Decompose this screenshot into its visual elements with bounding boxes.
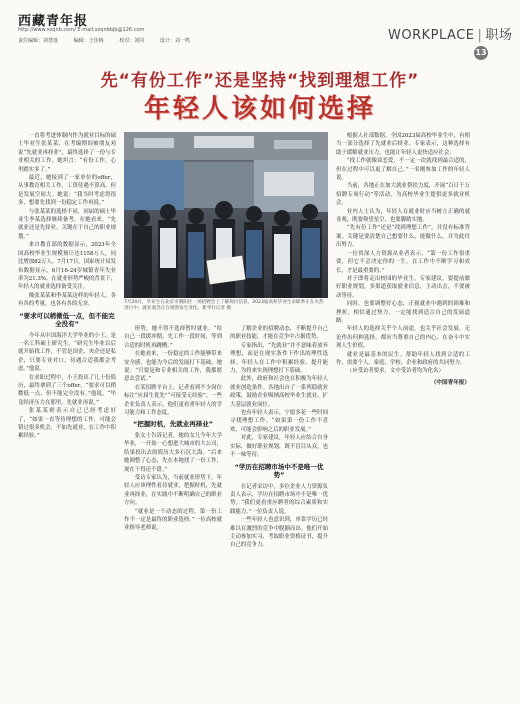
paragraph: 同时，也要调整好心态，正视就业中遇到的困难和挫折，相信通过努力，一定能找到适合自己的发展道路。 bbox=[336, 301, 470, 324]
section-label-en: WORKPLACE bbox=[388, 28, 475, 43]
paragraph: 张女士告诉记者，她的女儿今年大学毕业，一开始一心想进大城市的大公司，结果投出去的简历大多石沉大海。“后来她调整了心态，先在本地找了一份工作，现在干得还不错。” bbox=[124, 432, 222, 473]
paragraph: 受访专家认为，当前就业形势下，年轻人应该理性看待就业，把握时机，先就业再择业，在实践中不断明确自己的职业方向。 bbox=[124, 475, 222, 507]
paragraph: 张某某则表示自己已经考虑好了，“如果一直等待理想的工作，可能会错过很多机会，不如先就业，在工作中积累经验。” bbox=[18, 408, 116, 440]
news-photo bbox=[124, 132, 328, 298]
headline-kicker: 先“有份工作”还是坚持“找到理想工作” bbox=[100, 71, 420, 91]
editor-meta bbox=[18, 37, 204, 44]
paragraph: “先有份工作”还是“找到理想工作”，并没有标准答案。关键是要清楚自己想要什么，能做什么，并为此付出努力。 bbox=[336, 225, 470, 249]
paragraph: 形势，她不得不选择暂时就业。“给自己一段缓冲期，先工作一段时间，等到合适的时机再跳槽。” bbox=[124, 326, 222, 349]
paper-name: 西藏青年报 bbox=[18, 14, 89, 29]
subheading: “把握时机，先就业再择业” bbox=[132, 420, 214, 429]
section-label-cn: 职场 bbox=[485, 28, 513, 43]
article-column-4 bbox=[336, 132, 470, 692]
paragraph: 今年从中国海洋大学毕业的小王，是一名工科硕士研究生。“研究生毕业以后就开始找工作，不管是国企、央企还是私企，只要专业对口、待遇合适我都会考虑。”他说。 bbox=[18, 332, 116, 373]
article-column-3 bbox=[230, 325, 328, 692]
headline-main: 年轻人该如何选择 bbox=[143, 94, 376, 124]
paragraph: 根据人社部数据，全国2023届高校毕业生中，有相当一部分选择了先就业后择业。专家表示，这种选择有助于缓解就业压力，也能让年轻人更快适应社会。 bbox=[336, 133, 470, 156]
photo-caption: 7月20日，毕业生在北京市朝阳区一场招聘会上了解岗位信息，2023届高校毕业生求职季正在火热进行中，就业观念正在悄然发生变化。新华社记者 摄 bbox=[124, 300, 324, 311]
paper-url: http://www.xzqnb.com/ E-mail:xzqnbbjb@126.com bbox=[18, 27, 145, 33]
paragraph: 对此，专家建议，年轻人应结合自身实际，做好职业规划，既不盲目从众，也不一味等待。 bbox=[230, 435, 328, 459]
paragraph: 最近，她接到了一家单位的offer，从事教育相关工作，工资待遇不算高，但是发展空间大。她说：“我当时考虑得很多，想要先找到一份稳定工作再说。” bbox=[18, 175, 116, 207]
paragraph: 了解企业的招聘动态，不断提升自己的职业技能，才能在竞争中占据优势。 bbox=[230, 326, 328, 341]
subheading: “学历在招聘市场中不是唯一优势” bbox=[234, 462, 324, 479]
section-separator: | bbox=[477, 28, 483, 43]
paragraph: 在记者采访中，多位企业人力资源负责人表示，学历在招聘市场中不是唯一优势。“我们更看重应聘者的综合素质和实践能力。”一位负责人说。 bbox=[230, 483, 328, 515]
paragraph: 在她看来，一份稳定的工作能够带来安全感，也能为今后的发展打下基础。她说：“只要是和专业相关的工作，我都愿意去尝试。” bbox=[124, 351, 222, 383]
meta-item: 责任编辑：刘慧落 bbox=[18, 38, 59, 44]
paragraph: 一直将考进体制内作为就业目标的硕士毕业生张某某，在考编期间被朋友劝说“先就业再择业”，最终选择了一份与专业相关的工作，她坦言：“有份工作，心里踏实多了。” bbox=[18, 133, 116, 173]
page-number: 13 bbox=[474, 46, 488, 60]
paragraph: 一些年轻人也意识到，单靠学历已经难以在激烈的竞争中脱颖而出。他们开始主动参加实习、考取职业资格证书，提升自己的竞争力。 bbox=[230, 517, 328, 549]
paragraph: “找工作就像谈恋爱，不一定一次就找到最合适的，但在过程中可以更了解自己。”一名刚参加工作的年轻人说。 bbox=[336, 158, 470, 182]
paragraph: 在求职过程中，小王投出了几十份简历，最终拿到了三个offer。“要求可以稍微低一点，但不能完全没有。”他说，“毕竟经济压力在那里，先就业再说。” bbox=[18, 374, 116, 406]
article-column-2 bbox=[124, 325, 222, 692]
paragraph: 就业是最基本的民生。帮助年轻人找到合适的工作，需要个人、家庭、学校、企业和政府的共同努力。 bbox=[336, 351, 470, 366]
paragraph: 在某招聘平台上，记者看到不少岗位标注“应届生优先”“可接受无经验”。一些企业负责人表示，他们更看重年轻人的学习能力和工作态度。 bbox=[124, 384, 222, 417]
paragraph: 对于即将走出校园的毕业生，专家建议，要提前做好职业规划，多渠道获取就业信息，主动出击，不要被动等待。 bbox=[336, 275, 470, 299]
paragraph: 当前，各地正在加大就业帮扶力度，开展“百日千万招聘专项行动”等活动，为高校毕业生提供更多就业机会。 bbox=[336, 183, 470, 207]
paragraph: 年轻人的选择关乎个人前途，也关乎社会发展。无论作出何种选择，都应当尊重自己的内心，在奋斗中实现人生价值。 bbox=[336, 326, 470, 350]
meta-item: 编辑：王佳梅 bbox=[73, 38, 104, 44]
paragraph: “就业是一个动态的过程，第一份工作不一定是最终的职业选择。”一位高校就业指导老师说。 bbox=[124, 508, 222, 532]
job-fair-photo bbox=[124, 132, 328, 298]
paragraph: 专家指出，“先就业”并不意味着放弃理想，而是在现实条件下作出的理性选择。年轻人在工作中积累经验、提升能力，为将来实现理想打下基础。 bbox=[230, 342, 328, 375]
source-note: （应受访者要求，文中受访者均为化名） bbox=[346, 368, 444, 375]
subheading: “要求可以稍微低一点，但不能完全没有” bbox=[19, 311, 115, 329]
paragraph: 像张某某和李某某这样的年轻人，各有各的考量，也各有各的无奈。 bbox=[18, 292, 116, 308]
meta-item: 校对：刘同 bbox=[119, 38, 145, 44]
paragraph: 与张某某的选择不同，同届的硕士毕业生李某选择继续备考，在她看来，“先就业还是先择业，关键在于自己的职业规划。” bbox=[18, 208, 116, 240]
paragraph: 也有年轻人表示，宁愿多花一些时间寻找理想工作。“如果第一份工作不喜欢，可能会影响之后的职业发展。” bbox=[230, 410, 328, 433]
paragraph: 一位资深人力资源从业者表示，“第一份工作很重要，但它不会决定你的一生。在工作中不断学习和成长，才是最重要的。” bbox=[336, 250, 470, 274]
meta-item: 设计：刘一鸣 bbox=[159, 38, 190, 44]
paragraph: 此外，政府和社会也在积极为年轻人就业创造条件。各地出台了一系列稳就业政策，鼓励企业吸纳高校毕业生就业，扩大基层就业岗位。 bbox=[230, 376, 328, 408]
section-label bbox=[388, 24, 512, 43]
paragraph: 来自教育部的数据显示，2023年全国高校毕业生规模预计达1158万人，同比增加82万人。7月17日，国家统计局发布数据显示，6月16-24岁城镇青年失业率为21.3%。在就业形势严峻的背景下，年轻人的就业选择备受关注。 bbox=[18, 242, 117, 291]
article-credit: （中国青年报） bbox=[430, 379, 470, 386]
paragraph: 业内人士认为，年轻人在就业时应当树立正确的就业观，既要仰望星空，也要脚踏实地。 bbox=[336, 208, 470, 224]
article-column-1 bbox=[18, 132, 116, 692]
masthead bbox=[0, 0, 520, 62]
